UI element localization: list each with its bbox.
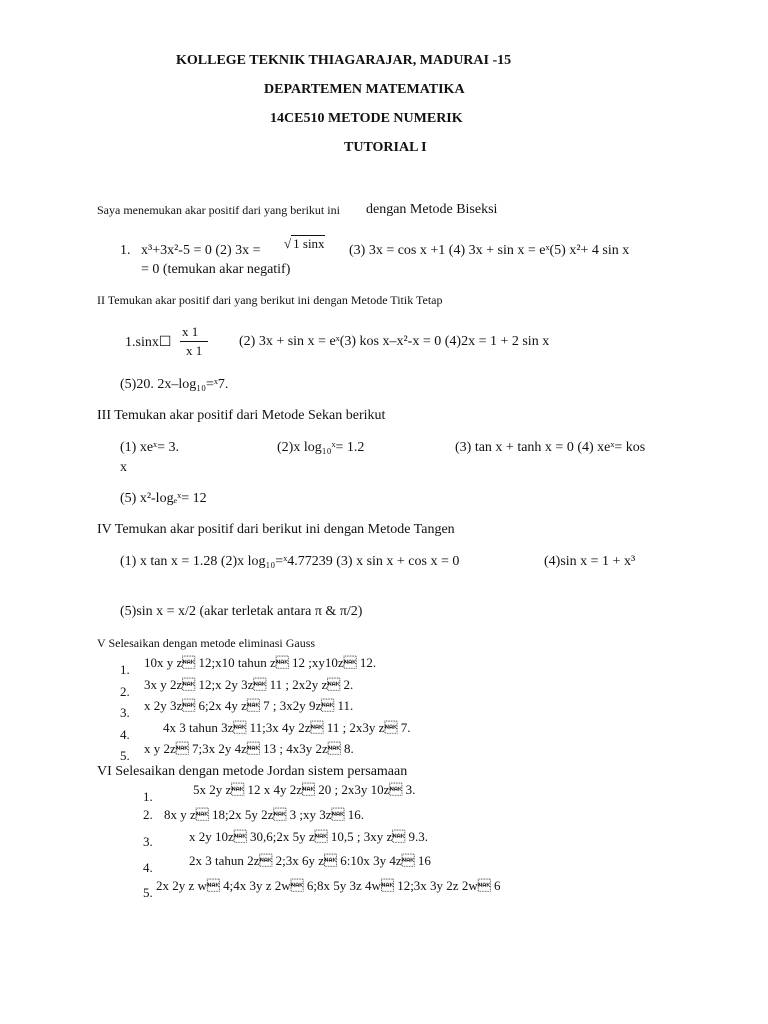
- section2-item1-prefix: 1.sinx: [125, 335, 159, 350]
- section6-item-number: 1.: [143, 789, 153, 804]
- section1-intro: Saya menemukan akar positif dari yang berikut ini: [97, 203, 340, 217]
- section5-item-number: 3.: [120, 705, 130, 720]
- section1-item-number: 1.: [120, 243, 131, 258]
- section3-title: III Temukan akar positif dari Metode Sekan berikut: [97, 408, 386, 423]
- section4-line1: (1) x tan x = 1.28 (2)x log₁₀=ˣ4.77239 (3) x sin x + cos x = 0: [120, 554, 460, 569]
- section5-equation: 3x y 2z 12;x 2y 3z 11 ; 2x2y z 2.: [144, 677, 354, 692]
- section3-item3: (3) tan x + tanh x = 0 (4) xeˣ= kos: [455, 440, 646, 455]
- section6-item-number: 3.: [143, 834, 153, 849]
- tutorial-title: TUTORIAL I: [344, 140, 427, 155]
- section6-item-number: 4.: [143, 860, 153, 875]
- section3-item3-wrap: x: [120, 460, 127, 475]
- department-name: DEPARTEMEN MATEMATIKA: [264, 82, 465, 97]
- section3-item1: (1) xeˣ= 3.: [120, 440, 179, 455]
- section2-item5: (5)20. 2x–log₁₀=ˣ7.: [120, 377, 229, 392]
- section5-equation: x 2y 3z 6;2x 4y z 7 ; 3x2y 9z 11.: [144, 698, 354, 713]
- section6-equation: 2x 2y z w 4;4x 3y z 2w 6;8x 5y 3z 4w 12;3x 3y 2z 2w 6: [156, 878, 501, 893]
- section1-line2: = 0 (temukan akar negatif): [141, 262, 291, 277]
- section6-equation: 5x 2y z 12 x 4y 2z 20 ; 2x3y 10z 3.: [193, 782, 416, 797]
- section6-item-number: 2.: [143, 807, 153, 822]
- section1-line1-part1: x³+3x²-5 = 0 (2) 3x =: [141, 243, 261, 258]
- section6-title: VI Selesaikan dengan metode Jordan sistem persamaan: [97, 764, 408, 779]
- section4-line2: (5)sin x = x/2 (akar terletak antara π & π/2): [120, 604, 363, 619]
- college-name: KOLLEGE TEKNIK THIAGARAJAR, MADURAI -15: [176, 53, 512, 68]
- section3-item5: (5) x²-logₑˣ= 12: [120, 491, 207, 506]
- section3-item2: (2)x log₁₀ˣ= 1.2: [277, 440, 365, 455]
- section6-equation: 2x 3 tahun 2z 2;3x 6y z 6:10x 3y 4z 16: [189, 853, 431, 868]
- section5-equation: 10x y z 12;x10 tahun z 12 ;xy10z 12.: [144, 655, 377, 670]
- course-title: 14CE510 METODE NUMERIK: [270, 111, 463, 126]
- fraction-denominator: x 1: [186, 343, 203, 358]
- sqrt-radicand: 1 sinx: [293, 236, 325, 251]
- sqrt-expression: [284, 236, 325, 252]
- section5-item-number: 5.: [120, 748, 130, 763]
- section4-line1-item4: (4)sin x = 1 + x³: [544, 554, 636, 569]
- sqrt-sign: √: [284, 236, 292, 251]
- placeholder-glyph-icon: ☐: [158, 335, 172, 350]
- fraction: [180, 324, 208, 359]
- section2-item1: [125, 334, 171, 351]
- section5-item-number: 2.: [120, 684, 130, 699]
- section6-equation: 8x y z 18;2x 5y 2z 3 ;xy 3z 16.: [164, 807, 365, 822]
- section4-title: IV Temukan akar positif dari berikut ini dengan Metode Tangen: [97, 522, 455, 537]
- section5-equation: x y 2z 7;3x 2y 4z 13 ; 4x3y 2z 8.: [144, 741, 354, 756]
- section5-item-number: 4.: [120, 727, 130, 742]
- section5-title: V Selesaikan dengan metode eliminasi Gauss: [97, 636, 316, 650]
- section5-item-number: 1.: [120, 662, 130, 677]
- section6-equation: x 2y 10z 30,6;2x 5y z 10,5 ; 3xy z 9.3.: [189, 829, 429, 844]
- section2-items-rest: (2) 3x + sin x = eˣ(3) kos x–x²-x = 0 (4)2x = 1 + 2 sin x: [239, 334, 550, 349]
- section1-method: dengan Metode Biseksi: [366, 202, 498, 217]
- section1-line1-part2: (3) 3x = cos x +1 (4) 3x + sin x = eˣ(5) x²+ 4 sin x: [349, 243, 630, 258]
- section5-equation: 4x 3 tahun 3z 11;3x 4y 2z 11 ; 2x3y z 7.: [163, 720, 411, 735]
- section6-item-number: 5.: [143, 885, 153, 900]
- section2-title: II Temukan akar positif dari yang berikut ini dengan Metode Titik Tetap: [97, 293, 443, 307]
- fraction-numerator: x 1: [180, 324, 208, 342]
